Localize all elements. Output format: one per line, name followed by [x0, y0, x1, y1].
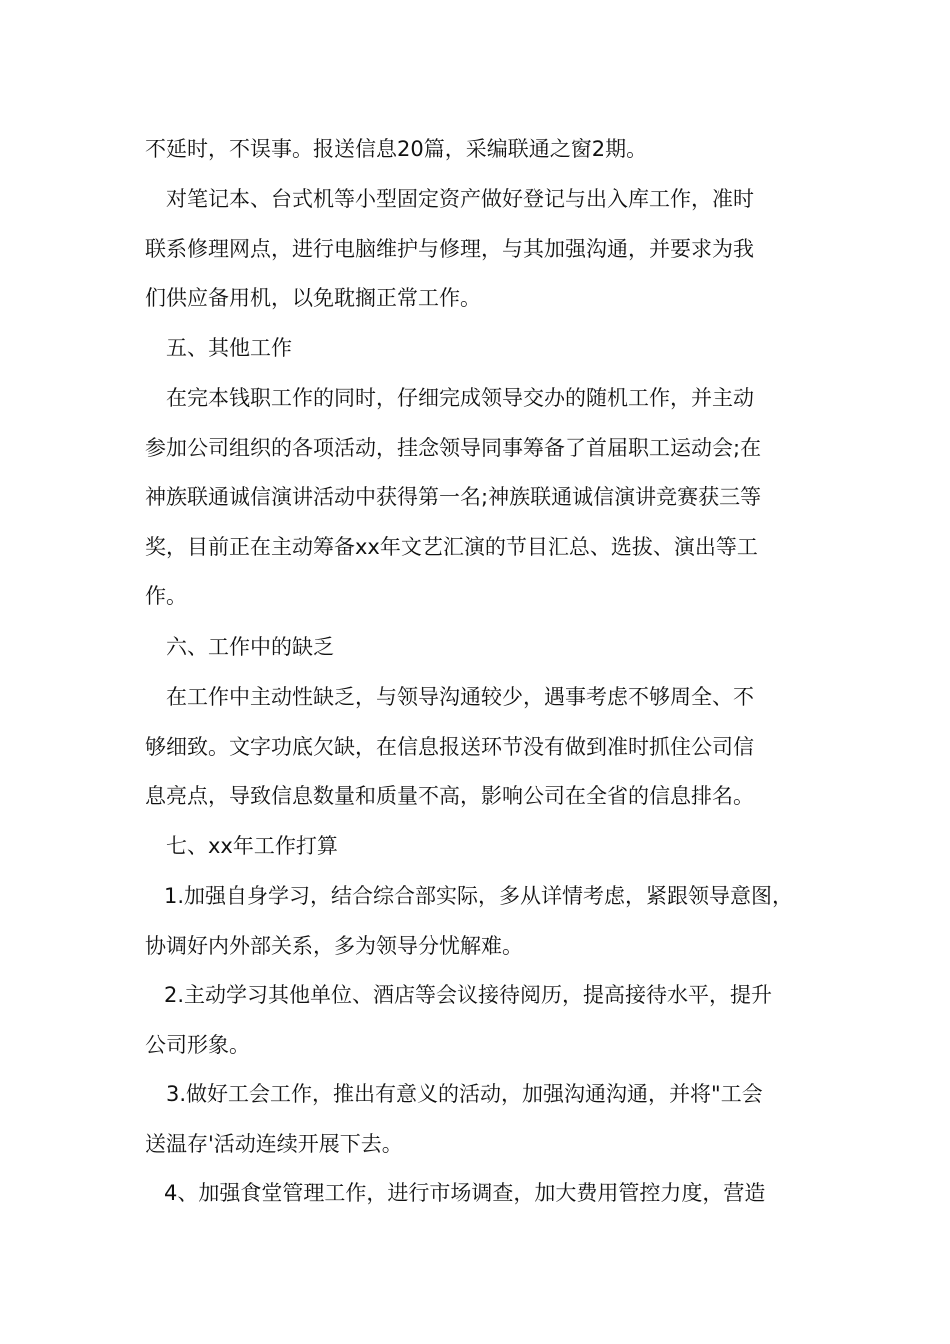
text-line: 参加公司组织的各项活动，挂念领导同事筹备了首届职工运动会;在	[145, 435, 762, 460]
paragraph-report-info	[145, 125, 825, 175]
text-line: 4、加强食堂管理工作，进行市场调查，加大费用管控力度，营造	[164, 1181, 766, 1205]
text-line: 奖，目前正在主动筹备xx年文艺汇演的节目汇总、选拔、演出等工	[145, 534, 758, 559]
heading-other-work	[145, 324, 825, 374]
plan-item-2	[145, 971, 825, 1070]
text-line: 作。	[145, 584, 187, 608]
text-line: 不延时，不误事。报送信息20篇，采编联通之窗2期。	[145, 137, 648, 161]
text-line: 对笔记本、台式机等小型固定资产做好登记与出入库工作，准时	[166, 187, 754, 211]
text-line: 五、其他工作	[166, 336, 292, 360]
text-line: 1.加强自身学习，结合综合部实际，多从详情考虑，紧跟领导意图，	[164, 884, 794, 908]
text-line: 够细致。文字功底欠缺，在信息报送环节没有做到准时抓住公司信	[145, 734, 754, 759]
text-line: 协调好内外部关系，多为领导分忧解难。	[145, 933, 523, 958]
paragraph-other-work	[145, 374, 825, 622]
text-line: 七、xx年工作打算	[166, 834, 338, 858]
text-line: 在工作中主动性缺乏，与领导沟通较少，遇事考虑不够周全、不	[166, 685, 754, 709]
text-line: 神族联通诚信演讲活动中获得第一名;神族联通诚信演讲竞赛获三等	[145, 485, 762, 509]
text-line: 息亮点，导致信息数量和质量不高，影响公司在全省的信息排名。	[145, 784, 754, 808]
text-line: 送温存'活动连续开展下去。	[145, 1131, 403, 1156]
text-line: 3.做好工会工作，推出有意义的活动，加强沟通沟通，并将"工会	[166, 1082, 763, 1106]
plan-item-1	[145, 872, 825, 971]
text-line: 们供应备用机，以免耽搁正常工作。	[145, 286, 481, 310]
text-line: 在完本钱职工作的同时，仔细完成领导交办的随机工作，并主动	[166, 386, 754, 410]
paragraph-shortcomings	[145, 673, 825, 822]
plan-item-3	[145, 1070, 825, 1169]
heading-work-plan	[145, 822, 825, 872]
heading-shortcomings	[145, 623, 825, 673]
text-line: 2.主动学习其他单位、酒店等会议接待阅历，提高接待水平，提升	[164, 983, 773, 1007]
text-line: 六、工作中的缺乏	[166, 635, 334, 659]
paragraph-fixed-assets	[145, 175, 825, 324]
text-line: 联系修理网点，进行电脑维护与修理，与其加强沟通，并要求为我	[145, 236, 754, 261]
plan-item-4	[145, 1169, 825, 1219]
text-line: 公司形象。	[145, 1032, 250, 1057]
